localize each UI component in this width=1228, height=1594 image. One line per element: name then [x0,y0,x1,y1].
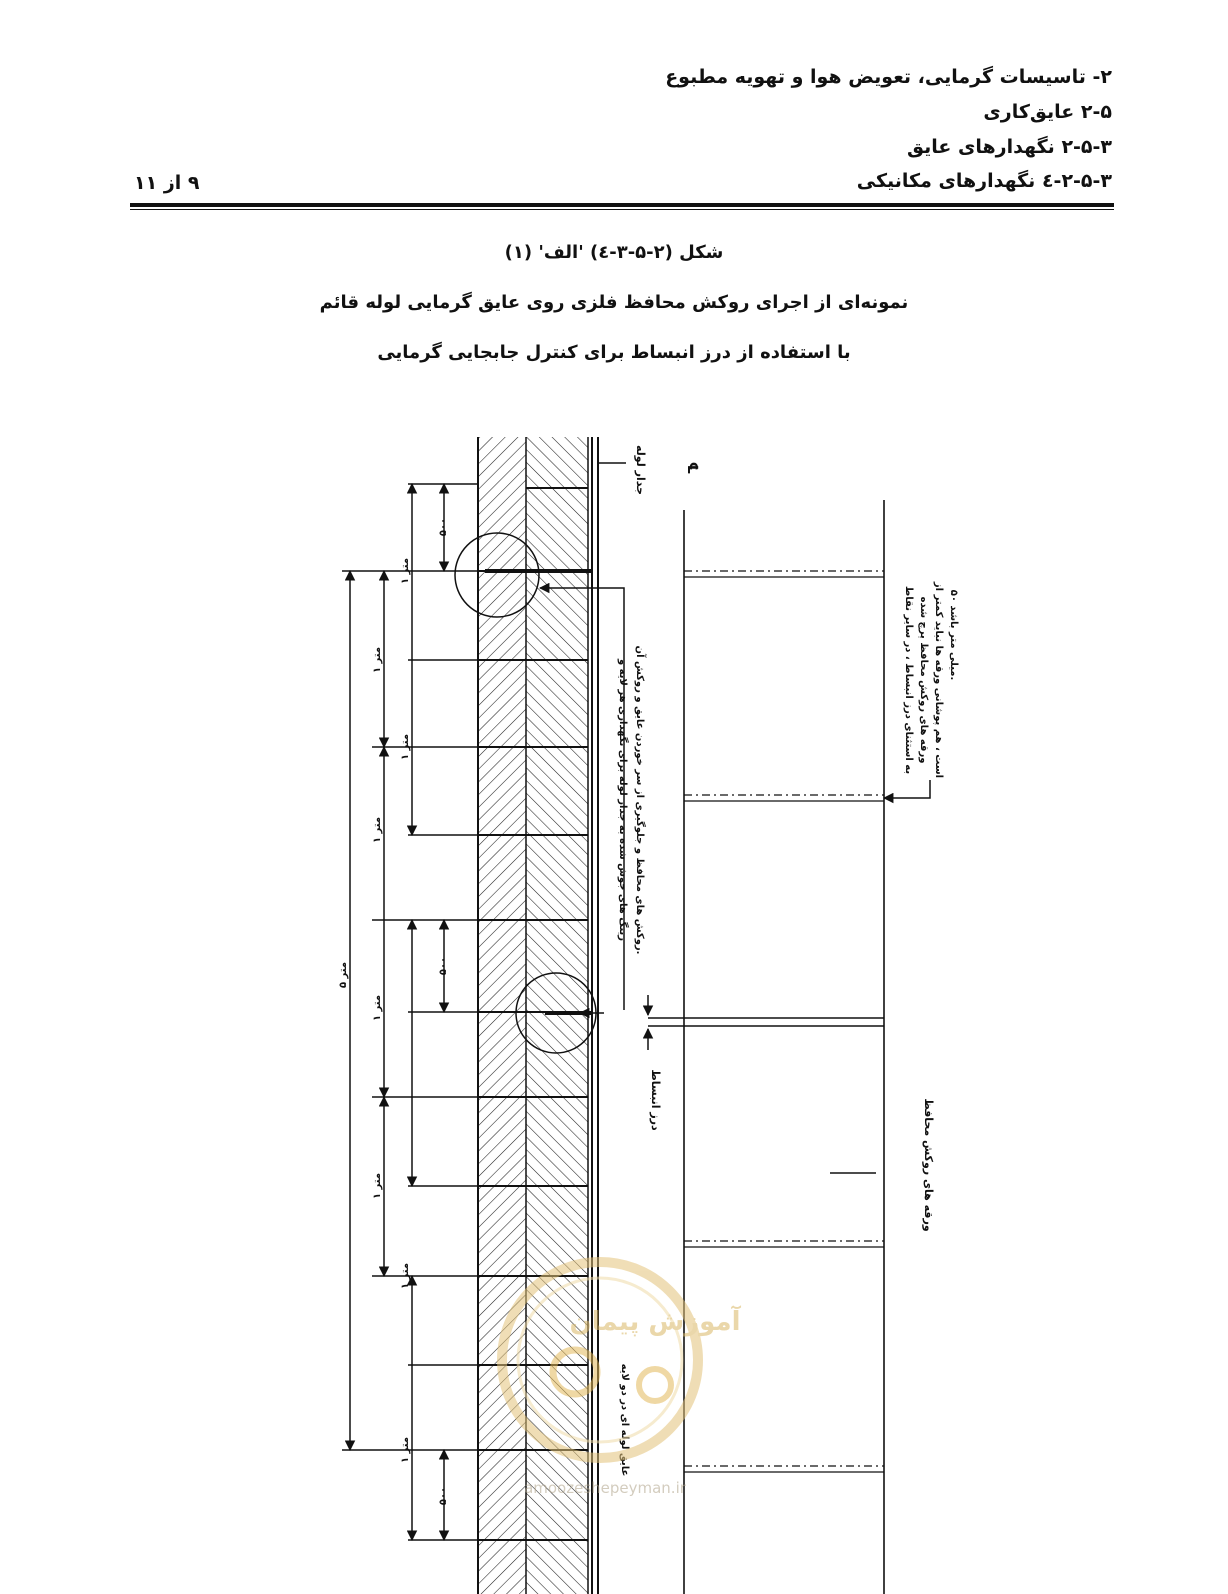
label-joint-note-4: ۵۰ میلی متر باشد. [948,589,959,681]
dim-1m-a: ۱ متر [400,557,411,585]
dim-1m-d: ۱ متر [400,1436,411,1464]
cladding-elevation [648,500,884,1594]
watermark-url: amoozeshepeyman.ir [524,1479,686,1497]
label-joint-note-3: است ، هم پوشانی ورقه ها نباید کمتر از [933,581,944,779]
dim-5m: ۵ متر [338,961,349,989]
dim-1m-f: ۱ متر [372,816,383,844]
dim-1m-c: ۱ متر [400,1262,411,1290]
label-welded-rings-2: روکش های محافظ و جلوگیری از سر خوردن عایق و روکش آن. [634,645,645,955]
dim-1m-g: ۱ متر [372,994,383,1022]
figure-caption-2: با استفاده از درز انبساط برای کنترل جابجایی گرمایی [377,342,851,363]
header-title-4: ۲-۵-۳-٤ نگهدارهای مکانیکی [856,170,1112,192]
dim-1m-b: ۱ متر [400,733,411,761]
dim-1m-e: ۱ متر [372,646,383,674]
label-pipe-axis: ℄ [684,461,700,475]
dim-1m-h: ۱ متر [372,1172,383,1200]
pipe-wall [592,437,598,1594]
figure-caption-1: نمونه‌ای از اجرای روکش محافظ فلزی روی عایق گرمایی لوله قائم [319,292,909,313]
label-welded-rings-1: رینگ های جوش شده به جدار لوله برای نگهداری هر لایه و [617,658,628,942]
label-pipe-wall: جدار لوله [634,444,647,496]
dimension-lines [342,484,478,1540]
label-joint-note-1: به استثنای درز انبساط ، در سایر نقاط [903,585,914,775]
figure-number: شکل (۲-۵-۳-٤) 'الف' (۱) [504,242,724,263]
header-title-1: ۲- تاسیسات گرمایی، تعویض هوا و تهویه مطبوع [665,66,1112,88]
header-title-2: ۲-۵ عایق‌کاری [983,101,1112,123]
dim-500-c: ۵۰۰ [438,1486,449,1506]
label-expansion-joint: درز انبساط [649,1069,662,1131]
dim-500-a: ۵۰۰ [438,517,449,537]
watermark-name: آموزش پیمان [569,1307,741,1337]
dim-500-b: ۵۰۰ [438,956,449,976]
label-insulation: عایق لوله ای در دو لایه [619,1363,630,1477]
insulation-layers [478,437,588,1594]
header-title-3: ۲-۵-۳ نگهدارهای عایق [906,136,1112,158]
label-joint-note-2: ورقه های روکش محافظ پرچ شده [918,596,929,764]
label-cladding-sheets: ورقه های روکش محافظ [922,1098,935,1232]
page-number: ۹ از ۱۱ [134,172,200,194]
